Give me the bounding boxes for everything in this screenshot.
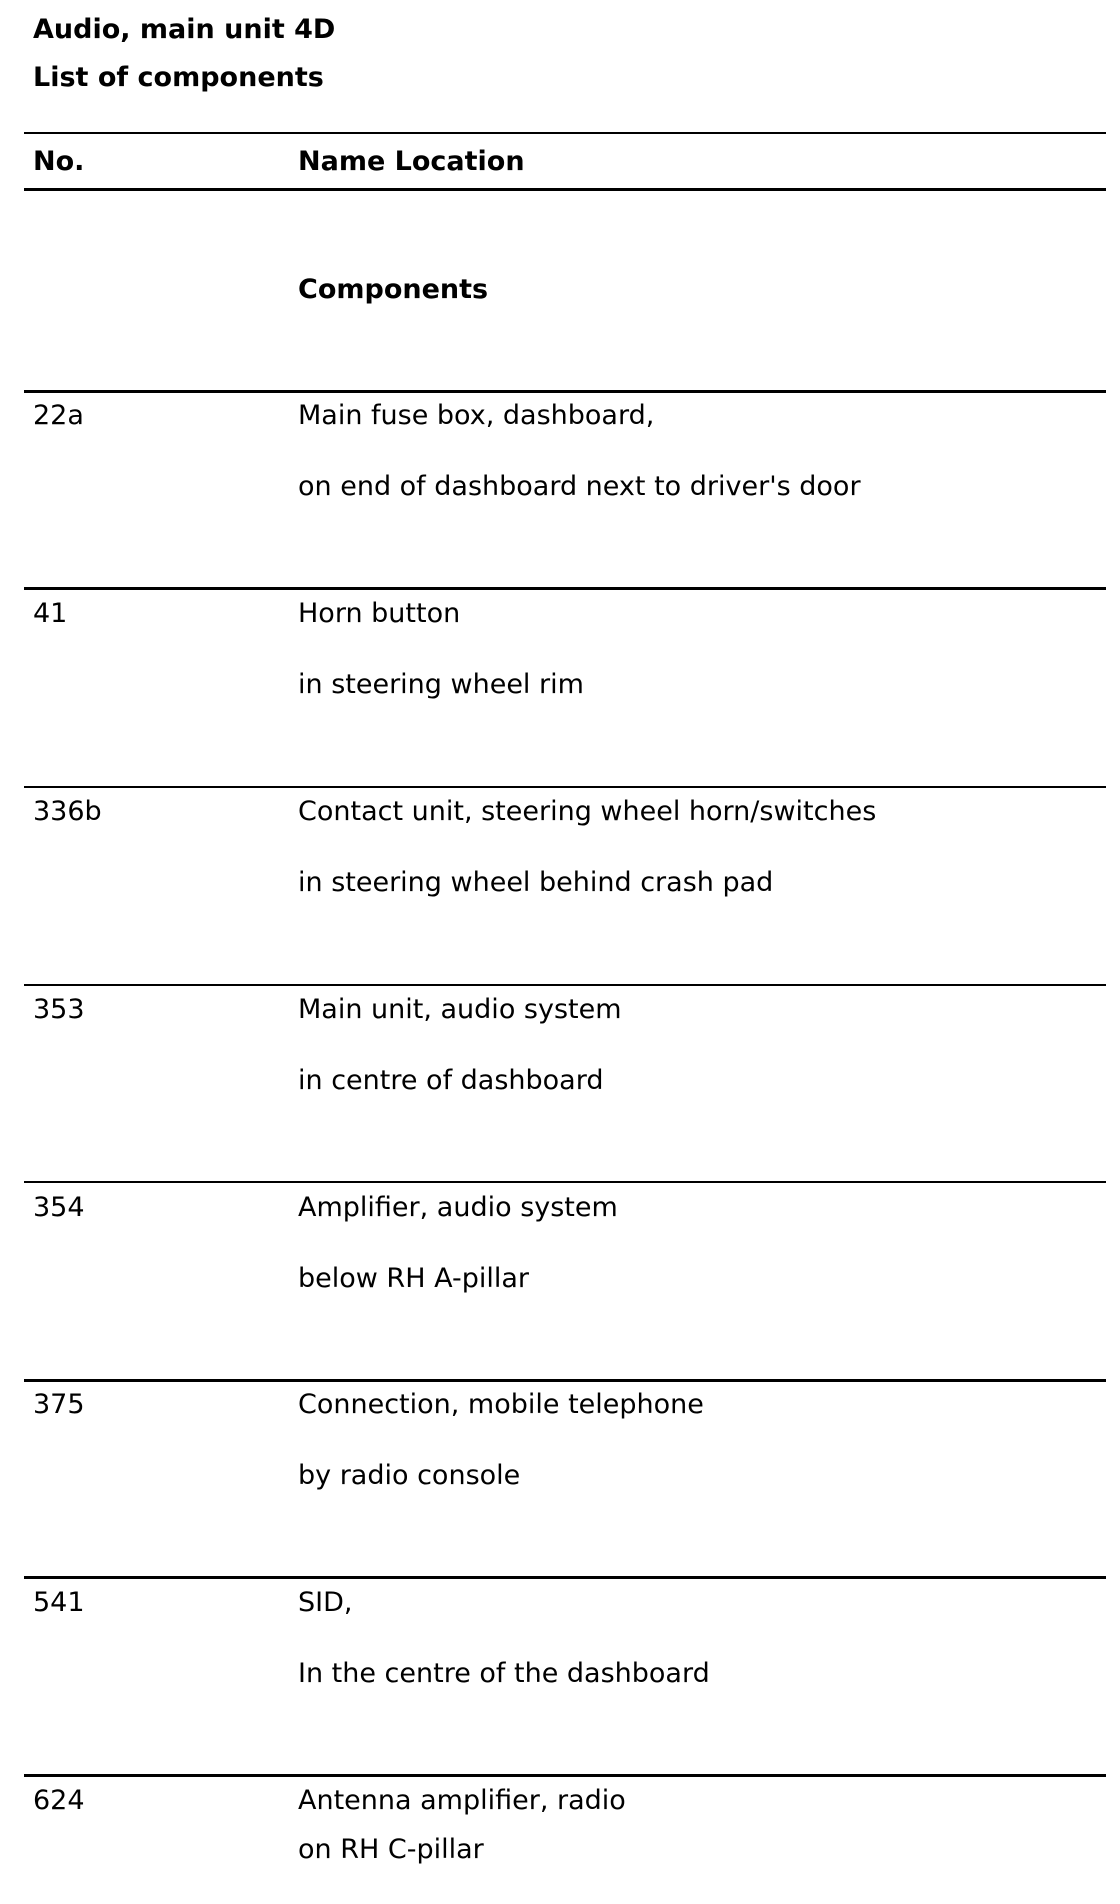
table-row-number: 336b [33, 796, 102, 827]
row-divider [24, 1181, 1106, 1183]
table-row-name: SID, [298, 1587, 353, 1618]
table-row-location: in centre of dashboard [298, 1065, 604, 1096]
table-row-number: 22a [33, 400, 84, 431]
table-row-location: In the centre of the dashboard [298, 1658, 710, 1689]
table-top-rule [24, 132, 1106, 134]
document-subtitle: List of components [33, 62, 324, 93]
row-divider [24, 1379, 1106, 1382]
row-divider [24, 1774, 1106, 1777]
row-divider [24, 390, 1106, 393]
table-row-number: 41 [33, 598, 68, 629]
table-row-location: in steering wheel behind crash pad [298, 867, 774, 898]
section-label-components: Components [298, 274, 489, 305]
row-divider [24, 587, 1106, 590]
table-row-name: Amplifier, audio system [298, 1192, 618, 1223]
table-row-name: Contact unit, steering wheel horn/switches [298, 796, 877, 827]
row-divider [24, 984, 1106, 986]
table-row-location: in steering wheel rim [298, 669, 584, 700]
table-row-name: Main unit, audio system [298, 994, 622, 1025]
document-title: Audio, main unit 4D [33, 14, 336, 45]
column-header-name-location: Name Location [298, 146, 525, 177]
table-row-location: by radio console [298, 1460, 521, 1491]
column-header-no: No. [33, 146, 85, 177]
table-row-name: Main fuse box, dashboard, [298, 400, 655, 431]
table-row-location: below RH A-pillar [298, 1263, 529, 1294]
table-row-number: 354 [33, 1192, 85, 1223]
table-row-number: 353 [33, 994, 85, 1025]
table-row-name: Horn button [298, 598, 461, 629]
table-row-number: 375 [33, 1389, 85, 1420]
table-row-number: 624 [33, 1785, 85, 1816]
table-row-name: Antenna amplifier, radio [298, 1785, 626, 1816]
table-row-number: 541 [33, 1587, 85, 1618]
table-row-location: on RH C-pillar [298, 1834, 484, 1865]
row-divider [24, 786, 1106, 788]
table-row-location: on end of dashboard next to driver's door [298, 471, 861, 502]
table-row-name: Connection, mobile telephone [298, 1389, 704, 1420]
table-header-rule [24, 188, 1106, 191]
row-divider [24, 1576, 1106, 1579]
